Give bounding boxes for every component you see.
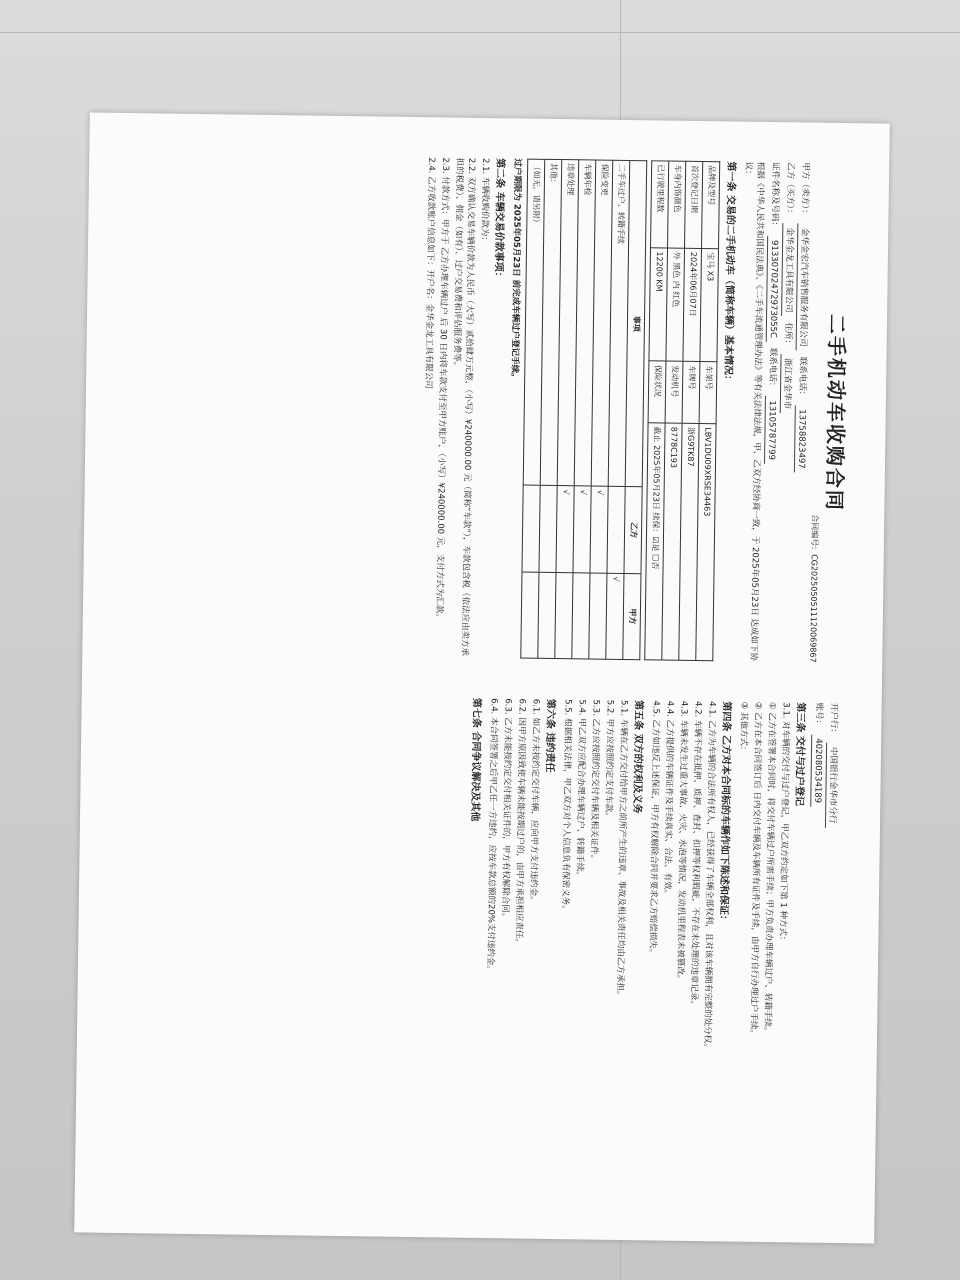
duty-table	[520, 159, 647, 661]
table-header-cell: 乙方	[624, 487, 642, 574]
table-cell: 二手车过户、转籍手续	[608, 160, 630, 487]
table-cell: 外 黑色 内 红色	[666, 248, 685, 362]
clause-item: 4.4. 乙方提供的车辆证件及手续真实、合法、有效。	[661, 700, 675, 899]
clause-item: 6.3. 乙方未能按约定交付相关证件的，甲方有权解除合同。	[499, 698, 513, 922]
bank-row: 开户行： 中国银行金华市分行	[820, 703, 840, 1203]
table-cell: 品牌及型号	[702, 162, 720, 249]
wall-seam	[0, 32, 960, 33]
party-b-row: 乙方（买方）： 金华金龙工具有限公司 住所： 浙江省金华市	[776, 162, 796, 662]
page-one	[416, 157, 849, 663]
clause-item: 6.4. 本合同签署之后甲乙任一方违约，应按车款总额的20%支付违约金。	[484, 698, 499, 975]
article-3-title: 第三条 交付与过户登记	[793, 702, 806, 806]
clause-item: 3.1. 对车辆的交付与过户登记，甲乙双方约定如下第 1 种方式：	[777, 702, 791, 945]
table-cell: 保险状况	[648, 361, 666, 423]
table-cell	[607, 487, 625, 574]
article-2-2: 2.2. 双方确认交易车辆价款为人民币（大写）贰拾肆万元整，（小写）¥240000.00 元（简称“车款”），车款包含税（依法应由卖方承担的税费）、佣金（如有）、过户交易费和评估服务费等。	[451, 157, 477, 657]
intro-text: 根据《中华人民共和国民法典》、《二手车流通管理办法》等有关法律法规，甲、乙双方经协商一致，于 2025年05月23日 达成如下协议：	[742, 161, 766, 662]
table-cell: 12200 KM	[649, 248, 668, 362]
table-cell: 2024年06月07日	[683, 248, 702, 362]
article-2-4: 2.4. 乙方收款账户信息如下：开户名：金华金龙工具有限公司	[423, 157, 437, 389]
clause-item: 5.4. 甲乙双方应配合办理车辆过户、转籍手续。	[574, 699, 587, 880]
clause-item: 5.5. 根据相关法律，甲乙双方对个人信息负有保密义务。	[559, 699, 573, 914]
table-cell: 车牌号	[682, 362, 700, 424]
clause-item: 4.1. 乙方为车辆的合法所有权人，已经获得了车辆全部权利，且对该车辆拥有完整的处分权。	[701, 701, 717, 1052]
table-cell: 车架号	[699, 362, 717, 424]
clause-item: 5.2. 甲方应按照约定支付车款。	[603, 699, 615, 821]
clause-item: ③ 其他方式：	[737, 701, 749, 755]
table-cell: 车身内饰颜色	[668, 161, 686, 248]
article-6-title: 第六条 违约责任	[543, 698, 556, 773]
table-cell: 首次登记日期	[685, 161, 703, 248]
clause-item: 6.2. 因甲方原因致使车辆未能按期过户的，由甲方承担相应责任。	[513, 698, 527, 948]
table-cell	[572, 572, 590, 659]
clause-item: 6.1. 如乙方未按约定交付车辆，应向甲方支付违约金。	[527, 698, 541, 905]
article-4-items	[643, 700, 718, 1201]
table-cell	[539, 486, 557, 573]
article-3-items	[731, 702, 792, 1203]
party-b-id-row: 证件名称及号码： 91330702472973055C 联系电话： 13105787799	[761, 162, 781, 662]
clause-item: 5.3. 乙方应按照约定交付车辆及相关证件。	[588, 699, 601, 864]
table-cell	[521, 572, 539, 659]
clause-item: 5.1. 车辆在乙方交付给甲方之前所产生的违章、事故及相关责任均由乙方承担。	[614, 699, 629, 1000]
article-5-title: 第五条 双方的权利及义务	[631, 700, 644, 814]
table-cell: √	[590, 486, 608, 573]
table-cell: 其他：	[540, 159, 562, 486]
table-cell: 8778C193	[662, 423, 682, 660]
account-row: 账号： 402080534189	[805, 703, 825, 1203]
vehicle-info-table	[644, 160, 720, 661]
contract-sheet	[74, 112, 890, 1243]
clause-item: 4.2. 车辆不存在抵押、质押、查封、扣押等权利瑕疵，不存在未处理的违章记录。	[688, 700, 703, 1009]
transfer-deadline: 过户期限为 2025年05月23日 前完成车辆过户登记手续。	[509, 158, 523, 382]
table-cell: √	[573, 486, 591, 573]
table-header-cell: 事项	[625, 161, 647, 488]
clause-item: ① 乙方在签署本合同时，将交付车辆过户所需手续；甲方负责办理车辆过户、转籍手续。	[762, 701, 777, 1036]
article-5-items	[555, 699, 630, 1200]
table-cell: （如无，请另附）	[523, 159, 545, 486]
table-cell: √	[556, 486, 574, 573]
clause-item: 4.3. 车辆未发生过重大事故、火灾、水泡等情况，发动机里程表未被篡改。	[674, 700, 689, 984]
article-2-3: 2.3. 付款方式：甲方于 乙方办理车辆过户 后 30 日内将车款支付至甲方账户，（小写）¥240000.00 元，支付方式为汇款。	[433, 157, 451, 622]
article-6-items	[481, 698, 542, 1199]
article-2-title: 第二条 车辆交易价款事项：	[492, 158, 506, 282]
table-cell: 宝马 X3	[700, 249, 719, 363]
table-cell: √	[606, 573, 624, 660]
table-cell: 浙G9TK87	[679, 423, 699, 660]
table-header-cell: 甲方	[623, 573, 641, 660]
table-cell: 违章处理	[557, 160, 579, 487]
table-cell: LBV1DU09XRSE34463	[696, 424, 716, 661]
article-7-title: 第七条 合同争议解决及其他	[468, 697, 482, 822]
party-a-row: 甲方（卖方）： 金华金宏汽车销售服务有限公司 联系电话： 13758823497	[791, 162, 811, 662]
table-cell	[555, 572, 573, 659]
contract-title: 二手机动车收购合同	[822, 313, 850, 513]
table-cell: 截止 2025年05月23日 续保：☑是 ☐否	[645, 423, 665, 660]
table-cell	[589, 573, 607, 660]
clause-item: 4.5. 乙方如违反上述保证，甲方有权解除合同并要求乙方赔偿损失。	[647, 700, 661, 958]
page-two	[461, 698, 842, 1203]
table-cell: 发动机号	[665, 361, 683, 423]
article-4-title: 第四条 乙方对本合同标的车辆作如下陈述和保证：	[717, 701, 732, 925]
table-cell: 已行驶里程数	[651, 161, 669, 248]
contract-number: 合同编号：CG2025050511120069867	[808, 514, 820, 663]
clause-item: ② 乙方在本合同签订后 日内交付车辆及车辆所有证件及手续，由甲方自行办理过户手续。	[748, 701, 763, 1038]
table-cell: 保险变更	[591, 160, 613, 487]
table-cell	[522, 485, 540, 572]
table-cell: 车辆年检	[574, 160, 596, 487]
article-2-1: 2.1. 车辆收购价款为：	[479, 157, 491, 245]
article-1-title: 第一条 交易的二手机动车（简称车辆）基本情况：	[722, 161, 737, 385]
table-cell	[538, 572, 556, 659]
